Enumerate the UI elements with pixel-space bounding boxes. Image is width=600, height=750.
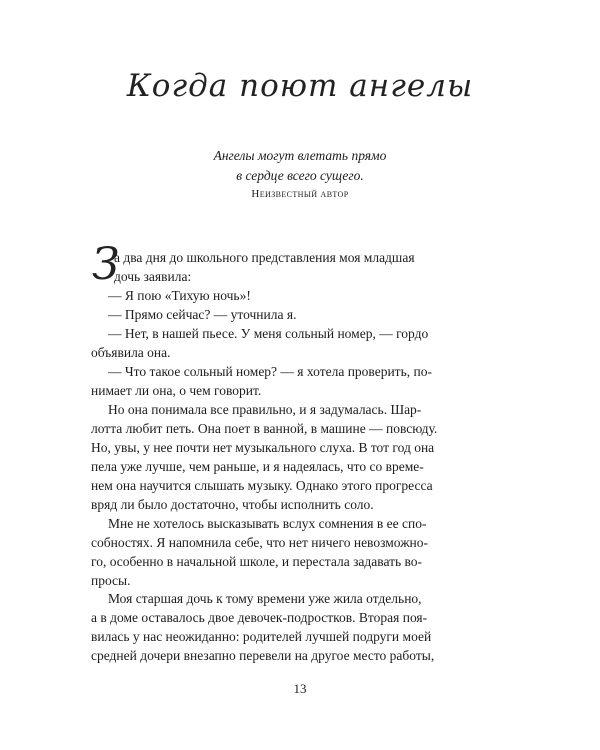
text-line: — Что такое сольный номер? — я хотела проверить, по- [108,364,432,379]
text-line: собностях. Я напомнила себе, что нет ничего невозможно- [91,535,428,550]
chapter-title: Когда поют ангелы [126,68,474,104]
epigraph-line: Ангелы могут влетать прямо [213,148,387,163]
drop-cap: З [92,239,120,290]
page-number: 13 [293,681,307,696]
section-two-text [91,589,477,665]
text-line: а в доме оставалось двое девочек-подростков. Вторая поя- [91,610,428,625]
text-line: пела уже лучше, чем раньше, и я надеялась, что со време- [91,459,424,474]
text-line: объявила она. [91,345,171,360]
text-line: а два дня до школьного представления моя младшая [114,250,415,265]
text-line: средней дочери внезапно перевели на другое место работы, [91,648,435,663]
epigraph-author: Неизвестный автор [251,188,349,200]
text-line: вилась у нас неожиданно: родителей лучшей подруги моей [91,629,432,644]
chapter-text [91,248,477,590]
text-line: Но она понимала все правильно, и я задумалась. Шар- [108,402,422,417]
epigraph [0,146,600,186]
text-line: Моя старшая дочь к тому времени уже жила отдельно, [108,591,422,606]
text-line: вряд ли было достаточно, чтобы исполнить соло. [91,497,374,512]
text-line: — Я пою «Тихую ночь»! [108,288,251,303]
text-line: — Прямо сейчас? — уточнила я. [108,307,297,322]
text-line: нимает ли она, о чем говорит. [91,383,262,398]
text-line: нем она научится слышать музыку. Однако этого прогресса [91,478,433,493]
text-line: го, особенно в начальной школе, и перестала задавать во- [91,554,423,569]
text-line: — Нет, в нашей пьесе. У меня сольный номер, — гордо [108,326,429,341]
text-line: лотта любит петь. Она поет в ванной, в машине — повсюду. [91,421,438,436]
text-line: Но, увы, у нее почти нет музыкального слуха. В тот год она [91,440,435,455]
epigraph-line: в сердце всего сущего. [236,168,364,183]
text-line: просы. [91,573,131,588]
text-line: Мне не хотелось высказывать вслух сомнения в ее спо- [108,516,427,531]
text-line: дочь заявила: [114,269,192,284]
